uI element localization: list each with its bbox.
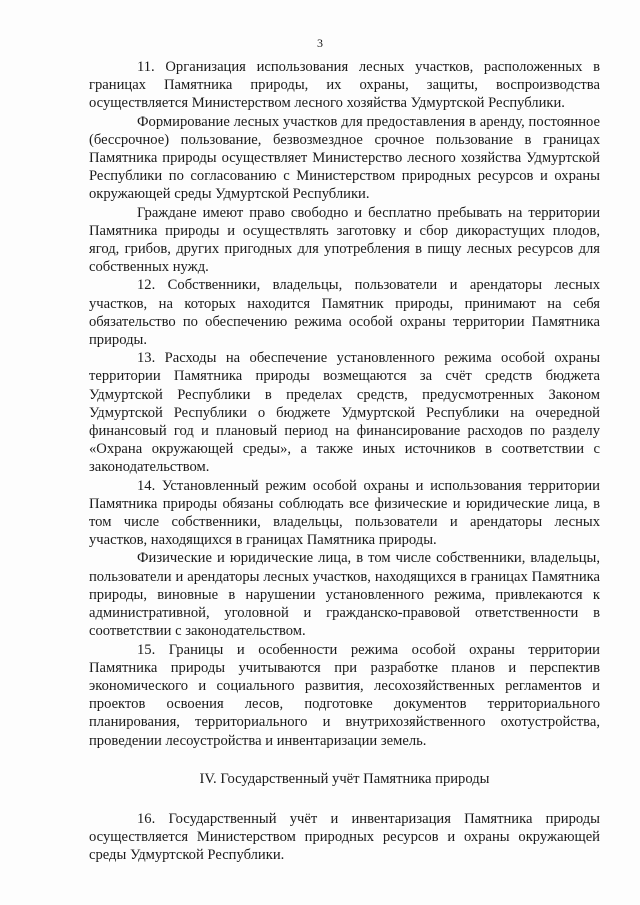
paragraph-citizens-rights: Граждане имеют право свободно и бесплатно пребывать на территории Памятника природы и осуществлять заготовку и сбор дикорастущих плодов, ягод, грибов, других пригодных для употребления в пищу лесных ресурсов для собственных нужд. bbox=[89, 204, 600, 276]
paragraph-item-14: 14. Установленный режим особой охраны и использования территории Памятника природы обязаны соблюдать все физические и юридические лица, в том числе собственники, владельцы, пользователи и арендаторы лесных участков, находящихся в границах Памятника природы. bbox=[89, 477, 600, 549]
document-body bbox=[89, 58, 600, 864]
paragraph-item-11: 11. Организация использования лесных участков, расположенных в границах Памятника природы, их охраны, защиты, воспроизводства осуществляется Министерством лесного хозяйства Удмуртской Республики. bbox=[89, 59, 600, 112]
paragraph-liability: Физические и юридические лица, в том числе собственники, владельцы, пользователи и арендаторы лесных участков, находящихся в границах Памятника природы, виновные в нарушении установленного режима, привлекаются к административной, уголовной и гражданско-правовой ответственности в соответствии с законодательством. bbox=[89, 550, 600, 640]
paragraph-item-16: 16. Государственный учёт и инвентаризация Памятника природы осуществляется Министерством природных ресурсов и охраны окружающей среды Удмуртской Республики. bbox=[89, 810, 600, 864]
section-heading: IV. Государственный учёт Памятника природы bbox=[199, 770, 490, 787]
page-number: 3 bbox=[317, 36, 323, 50]
paragraph-forest-plots-formation: Формирование лесных участков для предоставления в аренду, постоянное (бессрочное) пользование, безвозмездное срочное пользование в границах Памятника природы осуществляет Министерство лесного хозяйства Удмуртской Республики по согласованию с Министерством природных ресурсов и охраны окружающей среды Удмуртской Республики. bbox=[89, 113, 600, 203]
paragraph-item-13: 13. Расходы на обеспечение установленного режима особой охраны территории Памятника природы возмещаются за счёт средств бюджета Удмуртской Республики в пределах средств, предусмотренных Законом Удмуртской Республики о бюджете Удмуртской Республики на очередной финансовый год и плановый период на финансирование расходов по разделу «Охрана окружающей среды», а также иных источников в соответствии с законодательством. bbox=[89, 350, 600, 476]
paragraph-item-15: 15. Границы и особенности режима особой охраны территории Памятника природы учитываются при разработке планов и перспектив экономического и социального развития, лесохозяйственных регламентов и проектов освоения лесов, подготовке документов территориального планирования, территориального и внутрихозяйственного охотустройства, проведении лесоустройства и инвентаризации земель. bbox=[89, 641, 600, 749]
paragraph-item-12: 12. Собственники, владельцы, пользователи и арендаторы лесных участков, на которых находится Памятник природы, принимают на себя обязательство по обеспечению режима особой охраны территории Памятника природы. bbox=[89, 277, 600, 349]
